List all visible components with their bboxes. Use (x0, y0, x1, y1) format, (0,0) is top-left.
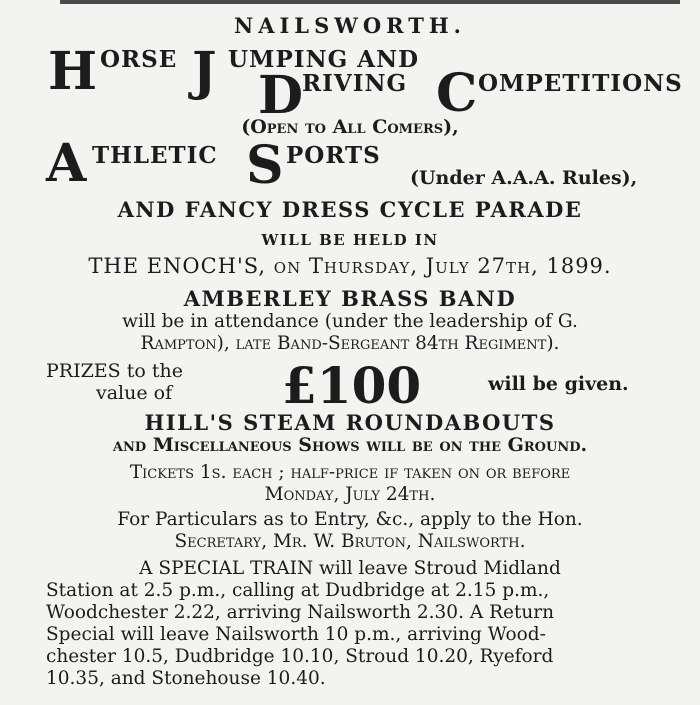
town-title: NAILSWORTH. (234, 13, 466, 38)
train-line-4: Special will leave Nailsworth 10 p.m., arriving Wood- (46, 624, 546, 645)
band-line-2: Rampton), late Band-Sergeant 84th Regiment). (140, 333, 560, 354)
h-rest: ORSE (100, 46, 178, 73)
venue-date: THE ENOCH'S, on Thursday, July 27th, 1899. (88, 254, 612, 278)
s-initial: S (246, 135, 284, 196)
train-line-5: chester 10.5, Dudbridge 10.10, Stroud 10.20, Ryeford (46, 646, 554, 667)
particulars-line-2: Secretary, Mr. W. Bruton, Nailsworth. (174, 531, 526, 552)
c-rest: OMPETITIONS (478, 70, 683, 97)
train-line-6: 10.35, and Stonehouse 10.40. (46, 668, 326, 689)
d-rest: RIVING (302, 70, 408, 97)
prizes-label-1: PRIZES to the (46, 360, 183, 382)
a-rest: THLETIC (92, 142, 218, 169)
j-initial: J (192, 41, 217, 102)
d-initial: D (258, 65, 304, 126)
tickets-line-2: Monday, July 24th. (264, 484, 436, 505)
train-line-1: A SPECIAL TRAIN will leave Stroud Midland (139, 558, 561, 579)
roundabouts-line: and Miscellaneous Shows will be on the Ground. (112, 434, 588, 456)
open-to-all: (Open to All Comers), (241, 116, 459, 138)
prizes-given: will be given. (488, 373, 629, 395)
c-initial: C (436, 63, 478, 124)
band-title: AMBERLEY BRASS BAND (183, 286, 517, 311)
s-rest: PORTS (286, 142, 381, 169)
top-rule (60, 0, 680, 4)
fancy-dress-line: AND FANCY DRESS CYCLE PARADE (117, 197, 583, 222)
train-line-2: Station at 2.5 p.m., calling at Dudbridge at 2.15 p.m., (46, 580, 550, 601)
prizes-label-2: value of (96, 382, 173, 404)
band-line-1: will be in attendance (under the leadership of G. (122, 311, 578, 332)
roundabouts-title: HILL'S STEAM ROUNDABOUTS (144, 410, 556, 435)
a-initial: A (46, 133, 87, 194)
j-rest: UMPING AND (228, 46, 420, 73)
train-line-3: Woodchester 2.22, arriving Nailsworth 2.30. A Return (46, 602, 555, 623)
prize-amount: £100 (282, 356, 422, 415)
will-be-held: WILL BE HELD IN (261, 231, 439, 249)
tickets-line-1: Tickets 1s. each ; half-price if taken on or before (129, 462, 571, 483)
particulars-line-1: For Particulars as to Entry, &c., apply to the Hon. (117, 509, 583, 530)
aaa-rules: (Under A.A.A. Rules), (410, 167, 638, 189)
h-initial: H (48, 41, 98, 102)
